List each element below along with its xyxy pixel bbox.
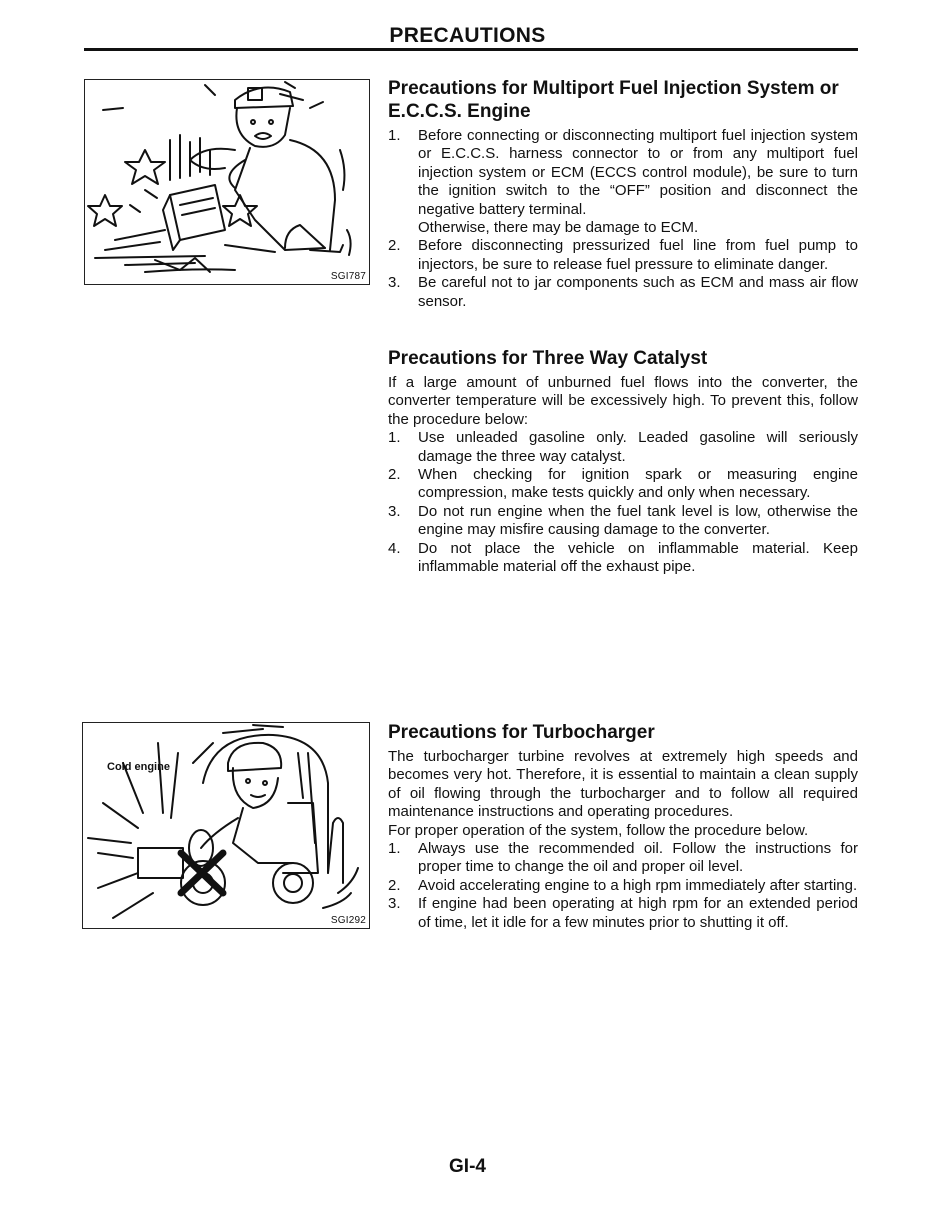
list-item-text: Do not place the vehicle on inflammable material. Keep inflammable material off the exhaust pipe.	[418, 539, 858, 576]
list-item-number: 1.	[388, 840, 401, 858]
list-item-number: 3.	[388, 895, 401, 913]
list-item-number: 3.	[388, 274, 401, 292]
list-item	[388, 895, 858, 932]
accelerating-cold-engine-illustration-icon	[83, 723, 369, 928]
section-title: Precautions for Multiport Fuel Injection System or E.C.C.S. Engine	[388, 78, 839, 122]
list-item	[388, 840, 858, 877]
list-item-text: If engine had been operating at high rpm for an extended period of time, let it idle for a few minutes prior to shutting it off.	[418, 895, 858, 931]
dropped-ecm-illustration-icon	[85, 80, 369, 284]
numbered-list	[388, 840, 858, 932]
list-item-text: Use unleaded gasoline only. Leaded gasoline will seriously damage the three way catalyst.	[418, 429, 858, 465]
figure-caption: Cold engine	[107, 761, 170, 773]
list-item	[388, 877, 858, 895]
list-item	[388, 127, 858, 237]
figure-dropped-ecm	[84, 79, 370, 285]
list-item	[388, 237, 858, 274]
section-intro-procedure: For proper operation of the system, follow the procedure below.	[388, 821, 809, 839]
list-item-note: Otherwise, there may be damage to ECM.	[418, 219, 699, 237]
list-item	[388, 540, 858, 577]
list-item-number: 2.	[388, 237, 401, 255]
figure-id-label: SGI292	[330, 915, 366, 926]
list-item-number: 1.	[388, 429, 401, 447]
section-turbocharger	[388, 721, 858, 932]
list-item-text: Do not run engine when the fuel tank level is low, otherwise the engine may misfire causing damage to the converter.	[418, 502, 858, 539]
list-item	[388, 429, 858, 466]
list-item-text: Always use the recommended oil. Follow the instructions for proper time to change the oil and proper oil level.	[418, 840, 858, 876]
list-item-number: 2.	[388, 876, 401, 894]
list-item	[388, 274, 858, 311]
section-intro: The turbocharger turbine revolves at extremely high speeds and becomes very hot. Therefore, it is essential to maintain a clean supply of oil flowing through the turbocharger and to follow all required maintenance instructions and operating procedures.	[388, 748, 858, 821]
list-item-text: Be careful not to jar components such as ECM and mass air flow sensor.	[418, 274, 858, 310]
figure-id-label: SGI787	[330, 271, 366, 282]
list-item-number: 1.	[388, 127, 401, 144]
list-item-number: 4.	[388, 539, 401, 557]
numbered-list	[388, 127, 858, 311]
page-number: GI-4	[449, 1156, 486, 1177]
list-item	[388, 466, 858, 503]
list-item	[388, 503, 858, 540]
section-title: Precautions for Three Way Catalyst	[388, 348, 708, 369]
list-item-text: Avoid accelerating engine to a high rpm immediately after starting.	[418, 876, 858, 894]
figure-cold-engine	[82, 722, 370, 929]
list-item-text: Before connecting or disconnecting multiport fuel injection system or E.C.C.S. harness connector to or from any multiport fuel injection system or ECM (ECCS control module), be sure to turn the ignition switch to the “OFF” position and disconnect the negative battery terminal.	[418, 127, 858, 218]
header-rule	[84, 48, 858, 51]
page-header-title: PRECAUTIONS	[389, 24, 546, 47]
list-item-number: 3.	[388, 502, 401, 520]
section-three-way-catalyst	[388, 347, 858, 576]
section-intro: If a large amount of unburned fuel flows into the converter, the converter temperature will be excessively high. To prevent this, follow the procedure below:	[388, 374, 858, 428]
list-item-text: Before disconnecting pressurized fuel line from fuel pump to injectors, be sure to release fuel pressure to eliminate danger.	[418, 237, 858, 273]
section-fuel-injection	[388, 77, 858, 311]
list-item-number: 2.	[388, 466, 401, 484]
list-item-text: When checking for ignition spark or measuring engine compression, make tests quickly and only when necessary.	[418, 466, 858, 502]
section-title: Precautions for Turbocharger	[388, 722, 655, 743]
numbered-list	[388, 429, 858, 576]
